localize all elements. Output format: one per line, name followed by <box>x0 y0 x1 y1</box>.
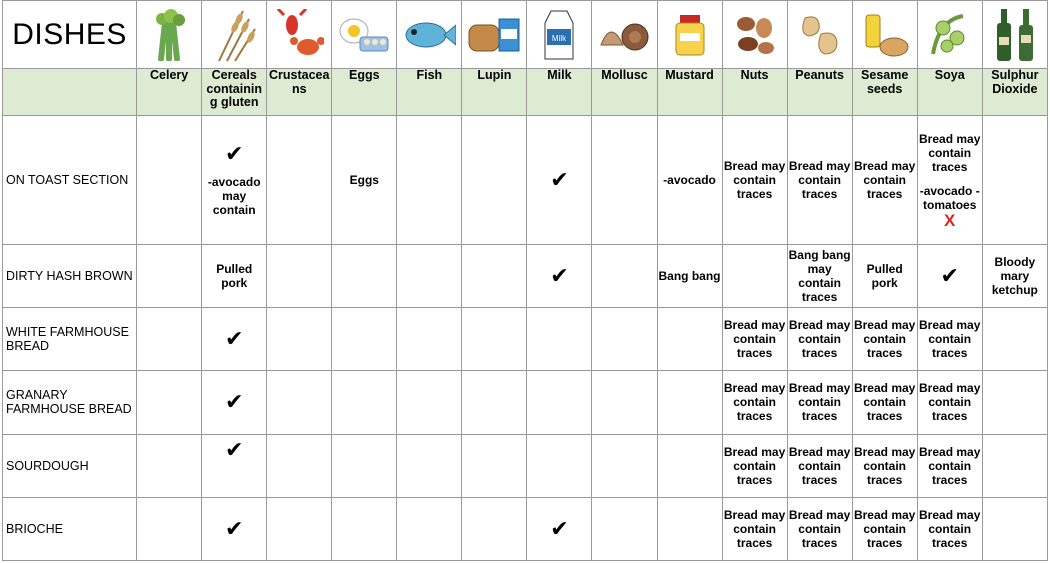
allergen-cell-nuts <box>722 497 787 560</box>
allergen-header-milk: Milk <box>527 69 592 116</box>
fish-icon <box>397 17 461 53</box>
check-mark-icon: ✔ <box>224 326 244 352</box>
allergen-header-mustard: Mustard <box>657 69 722 116</box>
allergen-cell-eggs <box>332 244 397 307</box>
table-row <box>3 244 1048 307</box>
allergen-note-extra: -avocado -tomatoes <box>919 183 980 212</box>
allergen-cell-gluten <box>202 116 267 244</box>
allergen-header-mollusc: Mollusc <box>592 69 657 116</box>
allergen-note: Bread may contain traces <box>723 507 786 550</box>
allergen-cell-lupin <box>462 497 527 560</box>
check-mark-icon: ✔ <box>224 141 244 167</box>
allergen-cell-soya <box>917 497 982 560</box>
allergen-cell-mustard <box>657 308 722 371</box>
allergen-cell-fish <box>397 116 462 244</box>
allergen-icon-cell-peanuts <box>787 1 852 69</box>
check-mark-icon: ✔ <box>224 389 244 415</box>
allergen-note: Bread may contain traces <box>919 131 981 174</box>
dish-name: SOURDOUGH <box>3 434 137 497</box>
allergen-cell-peanuts <box>787 371 852 434</box>
allergen-cell-fish <box>397 497 462 560</box>
allergen-cell-soya <box>917 308 982 371</box>
allergen-cell-sulphur <box>982 434 1047 497</box>
svg-text:Milk: Milk <box>552 33 567 43</box>
allergen-cell-sesame <box>852 497 917 560</box>
allergen-cell-celery <box>137 244 202 307</box>
allergen-cell-nuts <box>722 244 787 307</box>
allergen-header-lupin: Lupin <box>462 69 527 116</box>
allergen-cell-peanuts <box>787 116 852 244</box>
allergen-note: Bread may contain traces <box>853 318 916 361</box>
table-row <box>3 497 1048 560</box>
allergen-note: Bread may contain traces <box>723 318 786 361</box>
allergen-cell-crustaceans <box>267 371 332 434</box>
allergen-cell-lupin <box>462 371 527 434</box>
allergen-cell-milk <box>527 308 592 371</box>
allergen-cell-crustaceans <box>267 116 332 244</box>
check-mark-icon: ✔ <box>940 262 959 288</box>
allergen-cell-gluten <box>202 434 267 497</box>
allergen-cell-mustard <box>657 434 722 497</box>
nuts-icon <box>723 10 787 60</box>
allergen-cell-celery <box>137 116 202 244</box>
allergen-header-celery: Celery <box>137 69 202 116</box>
allergen-cell-eggs <box>332 308 397 371</box>
allergen-note: Pulled pork <box>866 261 903 290</box>
check-mark-icon: ✔ <box>550 515 569 541</box>
allergen-cell-crustaceans <box>267 308 332 371</box>
allergen-note: Bread may contain traces <box>788 318 851 361</box>
allergen-note: -avocado <box>663 173 716 188</box>
allergen-cell-gluten <box>202 244 267 307</box>
allergen-cell-fish <box>397 434 462 497</box>
allergen-icon-cell-lupin <box>462 1 527 69</box>
allergen-icon-cell-fish <box>397 1 462 69</box>
allergen-cell-nuts <box>722 371 787 434</box>
allergen-cell-mollusc <box>592 497 657 560</box>
allergen-header-sulphur: Sulphur Dioxide <box>982 69 1047 116</box>
allergen-note: Bread may contain traces <box>919 507 981 550</box>
allergen-note: Bread may contain traces <box>919 444 981 487</box>
allergen-header-nuts: Nuts <box>722 69 787 116</box>
allergen-icon-cell-crustaceans <box>267 1 332 69</box>
allergen-cell-crustaceans <box>267 497 332 560</box>
lobster-crab-icon <box>267 9 331 61</box>
page-title: DISHES <box>3 1 137 69</box>
allergen-cell-soya <box>917 116 982 244</box>
allergen-cell-eggs <box>332 371 397 434</box>
allergen-cell-milk <box>527 371 592 434</box>
allergen-note: Bread may contain traces <box>788 444 851 487</box>
allergen-cell-soya <box>917 244 982 307</box>
allergen-header-row <box>3 69 1048 116</box>
allergen-icon-cell-mustard <box>657 1 722 69</box>
allergen-icon-cell-gluten <box>202 1 267 69</box>
allergen-icon-cell-nuts <box>722 1 787 69</box>
allergen-cell-mollusc <box>592 308 657 371</box>
shell-icon <box>592 17 656 53</box>
allergen-cell-celery <box>137 371 202 434</box>
allergen-header-crustaceans: Crustacea ns <box>267 69 332 116</box>
allergen-icon-cell-milk <box>527 1 592 69</box>
allergen-cell-lupin <box>462 308 527 371</box>
dish-name: ON TOAST SECTION <box>3 116 137 244</box>
allergen-cell-eggs <box>332 434 397 497</box>
allergen-cell-sesame <box>852 434 917 497</box>
allergen-cell-crustaceans <box>267 244 332 307</box>
check-mark-icon: ✔ <box>550 167 569 193</box>
allergen-note: Bloody mary ketchup <box>991 254 1038 297</box>
peanuts-icon <box>788 10 852 60</box>
allergen-cell-sulphur <box>982 371 1047 434</box>
table-row <box>3 434 1048 497</box>
allergen-cell-soya <box>917 434 982 497</box>
allergen-note: Bread may contain traces <box>723 159 786 202</box>
allergen-note: Bread may contain traces <box>788 507 851 550</box>
dish-header-blank <box>3 69 137 116</box>
allergen-header-soya: Soya <box>917 69 982 116</box>
allergen-cell-peanuts <box>787 434 852 497</box>
allergen-cell-lupin <box>462 244 527 307</box>
allergen-cell-nuts <box>722 434 787 497</box>
allergen-header-eggs: Eggs <box>332 69 397 116</box>
allergen-note: Bread may contain traces <box>723 444 786 487</box>
allergen-cell-mustard <box>657 497 722 560</box>
allergen-cell-sulphur <box>982 244 1047 307</box>
allergen-note: -avocado may contain <box>207 175 261 218</box>
allergen-note: Bread may contain traces <box>853 381 916 424</box>
allergen-cell-celery <box>137 497 202 560</box>
allergen-note: Bread may contain traces <box>788 159 851 202</box>
check-mark-icon: ✔ <box>224 436 244 462</box>
allergen-icon-cell-mollusc <box>592 1 657 69</box>
cross-mark-icon: X <box>944 210 956 230</box>
table-row <box>3 371 1048 434</box>
allergen-cell-peanuts <box>787 497 852 560</box>
allergen-note: Bread may contain traces <box>853 507 916 550</box>
mustard-jar-icon <box>658 13 722 57</box>
allergen-cell-milk <box>527 116 592 244</box>
lupin-flour-icon <box>462 15 526 55</box>
allergen-cell-mollusc <box>592 371 657 434</box>
allergen-note: Bread may contain traces <box>919 381 981 424</box>
allergen-cell-peanuts <box>787 244 852 307</box>
check-mark-icon: ✔ <box>550 262 569 288</box>
allergen-cell-mollusc <box>592 434 657 497</box>
allergen-cell-milk <box>527 434 592 497</box>
dish-name: BRIOCHE <box>3 497 137 560</box>
allergen-cell-lupin <box>462 434 527 497</box>
dish-name: GRANARY FARMHOUSE BREAD <box>3 371 137 434</box>
allergen-cell-gluten <box>202 371 267 434</box>
check-mark-icon: ✔ <box>224 515 244 541</box>
allergen-cell-milk <box>527 244 592 307</box>
allergen-note: Bang bang may contain traces <box>788 247 851 304</box>
allergen-cell-mollusc <box>592 116 657 244</box>
table-row <box>3 308 1048 371</box>
allergen-note: Bread may contain traces <box>853 444 916 487</box>
wine-bottle-icon <box>983 7 1047 63</box>
wheat-icon <box>202 7 266 63</box>
allergen-note: Bread may contain traces <box>788 381 851 424</box>
milk-carton-icon <box>527 9 591 61</box>
allergen-cell-milk <box>527 497 592 560</box>
allergen-header-fish: Fish <box>397 69 462 116</box>
allergen-cell-sulphur <box>982 308 1047 371</box>
allergen-icon-cell-soya <box>917 1 982 69</box>
table-row <box>3 116 1048 244</box>
allergen-note: Pulled pork <box>216 261 253 290</box>
allergen-cell-nuts <box>722 308 787 371</box>
allergen-cell-mustard <box>657 371 722 434</box>
allergen-header-gluten: Cereals containin g gluten <box>202 69 267 116</box>
allergen-icon-cell-sulphur <box>982 1 1047 69</box>
allergen-note: Eggs <box>349 173 379 188</box>
allergen-cell-fish <box>397 371 462 434</box>
allergen-icon-cell-sesame <box>852 1 917 69</box>
celery-icon <box>137 9 201 61</box>
allergen-cell-crustaceans <box>267 434 332 497</box>
allergen-cell-celery <box>137 308 202 371</box>
allergen-cell-soya <box>917 371 982 434</box>
allergen-cell-lupin <box>462 116 527 244</box>
soya-beans-icon <box>918 10 982 60</box>
allergen-cell-sulphur <box>982 497 1047 560</box>
allergen-header-sesame: Sesame seeds <box>852 69 917 116</box>
allergen-cell-sesame <box>852 244 917 307</box>
allergen-cell-sesame <box>852 371 917 434</box>
allergen-cell-sulphur <box>982 116 1047 244</box>
allergen-icon-cell-celery <box>137 1 202 69</box>
dish-name: DIRTY HASH BROWN <box>3 244 137 307</box>
eggs-icon <box>332 13 396 57</box>
allergen-cell-sesame <box>852 308 917 371</box>
allergen-cell-peanuts <box>787 308 852 371</box>
allergen-cell-fish <box>397 308 462 371</box>
allergen-cell-eggs <box>332 116 397 244</box>
sesame-oil-bread-icon <box>853 11 917 59</box>
allergen-note: Bread may contain traces <box>919 318 981 361</box>
allergen-cell-sesame <box>852 116 917 244</box>
allergen-cell-nuts <box>722 116 787 244</box>
icon-row <box>3 1 1048 69</box>
allergen-cell-mollusc <box>592 244 657 307</box>
allergen-cell-mustard <box>657 244 722 307</box>
allergen-matrix-table <box>2 0 1048 561</box>
allergen-cell-fish <box>397 244 462 307</box>
allergen-note: Bang bang <box>658 268 721 283</box>
allergen-cell-gluten <box>202 308 267 371</box>
allergen-header-peanuts: Peanuts <box>787 69 852 116</box>
allergen-note: Bread may contain traces <box>853 159 916 202</box>
allergen-cell-mustard <box>657 116 722 244</box>
allergen-cell-gluten <box>202 497 267 560</box>
allergen-cell-eggs <box>332 497 397 560</box>
allergen-cell-celery <box>137 434 202 497</box>
allergen-icon-cell-eggs <box>332 1 397 69</box>
dish-name: WHITE FARMHOUSE BREAD <box>3 308 137 371</box>
allergen-note: Bread may contain traces <box>723 381 786 424</box>
